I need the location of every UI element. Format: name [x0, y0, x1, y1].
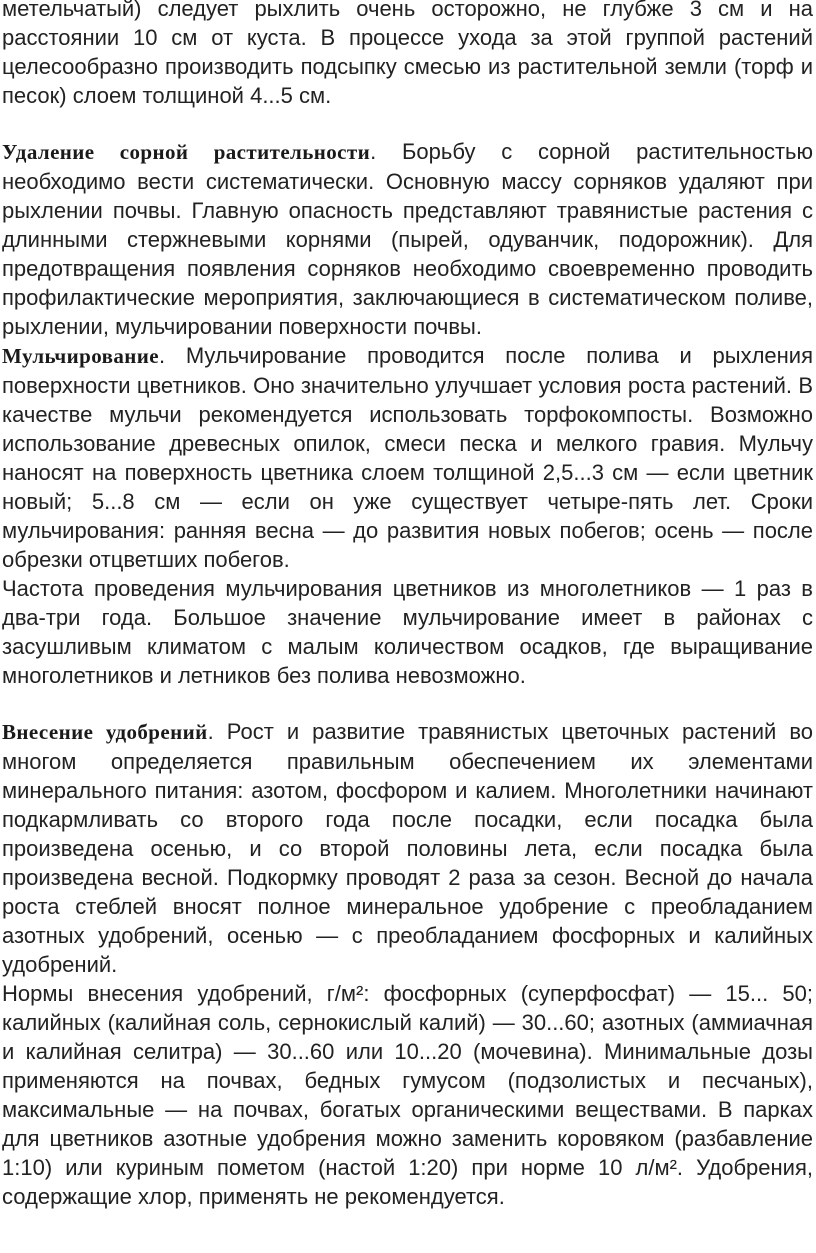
paragraph-text: Рост и развитие травянистых цветочных растений во многом определяется правильным обеспечением их элементами минерального питания: азотом, фосфором и калием. Многолетники начинают подкармливать со второго года после посадки, если посадка была произведена осенью, и со второй половины лета, если посадка была произведена весной. Подкормку проводят 2 раза за сезон. Весной до начала роста стеблей вносят полное минеральное удобрение с преобладанием азотных удобрений, осенью — с преобладанием фосфорных и калийных удобрений. [2, 719, 813, 977]
paragraph-text: Мульчирование проводится после полива и рыхления поверхности цветников. Оно значительно улучшает условия роста растений. В качестве мульчи рекомендуется использовать торфокомпосты. Возможно использование древесных опилок, смеси песка и мелкого гравия. Мульчу наносят на поверхность цветника слоем толщиной 2,5...3 см — если цветник новый; 5...8 см — если он уже существует четыре-пять лет. Сроки мульчирования: ранняя весна — до развития новых побегов; осень — после обрезки отцветших побегов. [2, 343, 813, 572]
paragraph-text: Нормы внесения удобрений, г/м²: фосфорных (суперфосфат) — 15... 50; калийных (калийная соль, сернокислый калий) — 30...60; азотных (аммиачная и калийная селитра) — 30...60 или 10...20 (мочевина). Минимальные дозы применяются на почвах, бедных гумусом (подзолистых и песчаных), максимальные — на почвах, богатых органическими веществами. В парках для цветников азотные удобрения можно заменить коровяком (разбавление 1:10) или куриным пометом (настой 1:20) при норме 10 л/м². Удобрения, содержащие хлор, применять не рекомендуется. [2, 981, 813, 1209]
heading-period: . [158, 343, 166, 368]
heading-period: . [207, 719, 214, 744]
paragraph-fertilizing [0, 717, 816, 979]
paragraph-text: Частота проведения мульчирования цветников из многолетников — 1 раз в два-три года. Большое значение мульчирование имеет в районах с засушливым климатом с малым количеством осадков, где выращивание многолетников и летников без полива невозможно. [2, 576, 813, 688]
section-heading-weed-removal: Удаление сорной растительности [2, 140, 371, 164]
paragraph-mulching-frequency [0, 574, 816, 690]
paragraph-gap [0, 110, 816, 137]
heading-period: . [370, 139, 377, 164]
paragraph-weed-removal [0, 137, 816, 341]
paragraph-text: метельчатый) следует рыхлить очень осторожно, не глубже 3 см и на расстоянии 10 см от куста. В процессе ухода за этой группой растений целесообразно производить подсыпку смесью из растительной земли (торф и песок) слоем толщиной 4...5 см. [2, 0, 813, 108]
paragraph-mulching [0, 341, 816, 574]
paragraph-fertilizer-norms [0, 979, 816, 1211]
paragraph-gap [0, 690, 816, 717]
paragraph-loosening [0, 0, 816, 110]
section-heading-fertilizing: Внесение удобрений [2, 720, 208, 744]
paragraph-text: Борьбу с сорной растительностью необходимо вести систематически. Основную массу сорняков удаляют при рыхлении почвы. Главную опасность представляют травянистые растения с длинными стержневыми корнями (пырей, одуванчик, подорожник). Для предотвращения появления сорняков необходимо своевременно проводить профилактические мероприятия, заключающиеся в систематическом поливе, рыхлении, мульчировании поверхности почвы. [2, 139, 813, 339]
section-heading-mulching: Мульчирование [2, 344, 159, 368]
